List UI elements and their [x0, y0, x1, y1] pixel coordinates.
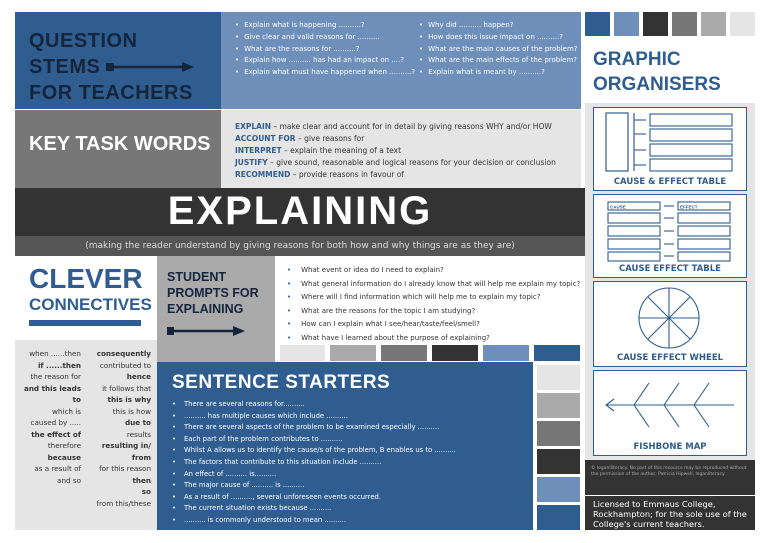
question-stems-list — [221, 12, 581, 109]
prompts-title-line-2: PROMPTS FOR — [167, 286, 259, 300]
organisers-title-line-1: GRAPHIC — [593, 49, 681, 70]
list-item: as a result of — [34, 464, 81, 473]
list-item: therefore — [47, 441, 81, 450]
color-swatch — [381, 345, 427, 361]
prompts-title-line-3: EXPLAINING — [167, 302, 244, 316]
color-swatch — [537, 449, 580, 474]
list-item: • .......... is commonly understood to mean .......... — [172, 516, 533, 524]
list-item: • .......... has multiple causes which include .......... — [172, 412, 533, 420]
color-swatch — [730, 12, 755, 36]
question-stems-title-3: FOR TEACHERS — [29, 82, 193, 104]
list-item: • The current situation exists because .......... — [172, 504, 533, 512]
cause-effect-wheel-icon — [594, 282, 745, 352]
list-item: • What have I learned about the purpose of explaining? — [287, 334, 583, 342]
list-item: • Where will I find information which will help me to explain my topic? — [287, 293, 583, 301]
list-item: • The factors that contribute to this situation include .......... — [172, 458, 533, 466]
list-item: • Explain what is happening ..........? — [235, 21, 410, 29]
color-swatch — [537, 477, 580, 502]
list-item: to — [72, 395, 81, 404]
list-item: • The major cause of .......... is .......... — [172, 481, 533, 489]
cause-effect-table-2-icon — [594, 195, 745, 263]
cause-effect-table-2-diagram — [593, 194, 747, 278]
divider — [29, 320, 141, 326]
organiser-caption: CAUSE & EFFECT TABLE — [613, 177, 727, 187]
list-item: results — [126, 429, 151, 439]
list-item: • As a result of .........., several unforeseen events occurred. — [172, 493, 533, 501]
list-item: this is why — [107, 395, 151, 404]
list-item: it follows that — [102, 383, 151, 393]
list-item: and this leads — [23, 383, 81, 393]
organiser-caption: CAUSE EFFECT WHEEL — [616, 353, 724, 363]
graphic-organisers-title — [585, 37, 755, 107]
list-item: • Explain how .......... has had an impact on ....? — [235, 56, 410, 64]
list-item: which is — [52, 406, 81, 416]
list-item: and so — [57, 475, 81, 485]
list-item: • Each part of the problem contributes to .......... — [172, 435, 533, 443]
list-item: • Give clear and valid reasons for .......... — [235, 33, 410, 41]
color-swatch — [483, 345, 529, 361]
connectives-list — [15, 340, 157, 530]
page-title: EXPLAINING — [15, 188, 585, 236]
page-subtitle: (making the reader understand by giving reasons for both how and why things are as they are) — [15, 236, 585, 256]
list-item: then — [132, 475, 151, 485]
color-swatch — [537, 505, 580, 530]
list-item: • What general information do I already know that will help me explain my topic? — [287, 280, 583, 288]
copyright-notice: © loganlliteracy. No part of this resource may be reproduced without the permission of the author, Patricia Hipwell, loganliteracy. — [585, 460, 755, 495]
arrow-right-icon — [167, 325, 245, 337]
task-word-item: ACCOUNT FOR – give reasons for — [235, 134, 365, 143]
list-item: if ......then — [37, 360, 81, 370]
list-item: from — [131, 452, 151, 462]
list-item: because — [47, 452, 81, 462]
color-swatch — [432, 345, 478, 361]
list-item: for this reason — [99, 464, 151, 473]
question-stems-title-1: QUESTION — [29, 30, 138, 52]
question-stems-col-2 — [419, 21, 594, 80]
organiser-caption: CAUSE EFFECT TABLE — [619, 264, 721, 274]
list-item: this is how — [112, 406, 151, 416]
list-item: the reason for — [30, 372, 81, 381]
connectives-col-1 — [17, 348, 81, 486]
list-item: • Explain what must have happened when ..........? — [235, 68, 410, 76]
sentence-starters-title: SENTENCE STARTERS — [172, 372, 391, 393]
color-swatch — [614, 12, 639, 36]
fishbone-icon — [594, 371, 745, 441]
color-swatch — [534, 345, 580, 361]
student-prompts-title — [157, 256, 275, 362]
color-swatch — [701, 12, 726, 36]
organiser-caption: FISHBONE MAP — [633, 442, 707, 452]
list-item: • Why did .......... happen? — [419, 21, 594, 29]
list-item: • Whilst A allows us to identify the cause/s of the problem, B enables us to .......... — [172, 446, 533, 454]
color-swatch — [585, 12, 610, 36]
arrow-right-icon — [106, 61, 194, 73]
question-stems-title-2: STEMS — [29, 54, 221, 80]
list-item: the effect of — [31, 429, 81, 439]
cause-effect-table-diagram — [593, 107, 747, 191]
task-word-item: INTERPRET – explain the meaning of a text — [235, 146, 402, 155]
task-word-item: EXPLAIN – make clear and account for in detail by giving reasons WHY and/or HOW — [235, 122, 552, 131]
cause-effect-wheel-diagram — [593, 281, 747, 367]
clever-title-line-1: CLEVER — [29, 263, 143, 294]
table-cause-label: CAUSE — [610, 204, 626, 210]
color-swatch — [537, 365, 580, 390]
color-swatch — [330, 345, 376, 361]
list-item: consequently — [96, 349, 151, 358]
list-item: • How does this issue impact on ..........? — [419, 33, 594, 41]
prompts-title-line-1: STUDENT — [167, 270, 227, 284]
task-word-item: JUSTIFY – give sound, reasonable and logical reasons for your decision or conclusion — [235, 158, 556, 167]
list-item: • What are the reasons for the topic I am studying? — [287, 307, 583, 315]
sentence-starters-list — [172, 400, 533, 524]
list-item: contributed to — [99, 360, 151, 370]
list-item: due to — [124, 418, 151, 427]
license-notice: Licensed to Emmaus College, Rockhampton; for the sole use of the College's current teachers. — [585, 495, 755, 530]
student-prompts-list — [275, 256, 583, 344]
list-item: resulting in/ — [101, 441, 151, 450]
organisers-title-line-2: ORGANISERS — [593, 74, 721, 95]
list-item: hence — [126, 372, 151, 381]
connectives-col-2 — [85, 348, 151, 509]
list-item: • Explain what is meant by ..........? — [419, 68, 594, 76]
question-stems-col-1 — [235, 21, 416, 80]
list-item: • How can I explain what I see/hear/taste/feel/smell? — [287, 320, 583, 328]
key-task-words-list — [221, 110, 581, 188]
fishbone-map-diagram — [593, 370, 747, 456]
list-item: • There are several aspects of the problem to be examined especially .......... — [172, 423, 533, 431]
list-item: caused by ..... — [30, 418, 81, 427]
clever-title-line-2: CONNECTIVES — [29, 295, 152, 314]
cause-effect-table-icon — [594, 108, 745, 176]
sentence-starters-panel — [157, 362, 533, 530]
color-swatch — [672, 12, 697, 36]
color-swatch — [537, 393, 580, 418]
list-item: when ......then — [29, 349, 81, 358]
list-item: • What are the main effects of the problem? — [419, 56, 594, 64]
question-stems-panel — [15, 12, 221, 109]
list-item: so — [141, 487, 151, 496]
table-effect-label: EFFECT — [680, 204, 698, 210]
color-swatch — [643, 12, 668, 36]
color-swatch — [537, 421, 580, 446]
color-swatch — [280, 345, 325, 361]
list-item: • What are the reasons for ..........? — [235, 45, 410, 53]
list-item: • There are several reasons for.......... — [172, 400, 533, 408]
task-word-item: RECOMMEND – provide reasons in favour of — [235, 170, 405, 179]
key-task-words-title: KEY TASK WORDS — [15, 110, 221, 188]
list-item: • What are the main causes of the problem? — [419, 45, 594, 53]
list-item: from this/these — [96, 498, 151, 508]
list-item: • What event or idea do I need to explain? — [287, 266, 583, 274]
list-item: • An effect of .......... is.......... — [172, 470, 533, 478]
